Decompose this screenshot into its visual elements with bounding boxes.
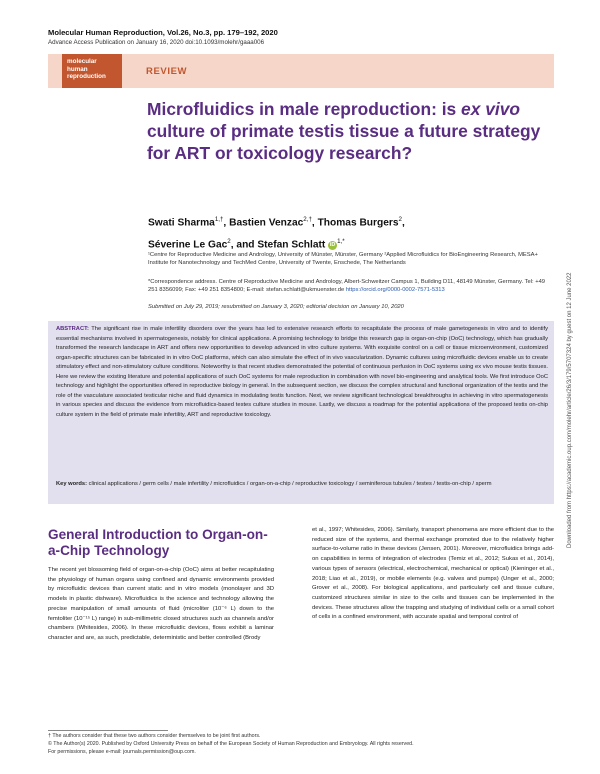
author-list: Swati Sharma$^{1,\dagger}$, Bastien Venzac$^{2,\dagger}$, Thomas Burgers$^2$, Séverine Le Gac$^2$, and Stefan Schlatt iD $^{1,*}$: [148, 216, 405, 251]
abstract-body: The significant rise in male infertility disorders over the years has led to extensive research efforts to recapitulate the process of male gametogenesis in vitro and to identify essential mechanisms involved in spermatogenesis, notably for clinical applications. A promising technology to bridge this research gap is organ-on-chip (OoC) technology, which has gradually transformed the research landscape in ART and offers new opportunities to develop advanced in vitro culture systems. With exquisite control on a cell or tissue microenvironment, customized organ-specific structures can be fabricated in in vitro OoC platforms, which can also simulate the effect of in vivo vascularization. Dynamic cultures using microfluidic devices enable us to create stimulatory effect and non-stimulatory culture conditions. Noteworthy is that recent studies demonstrated the potential of continuous perfusion in OoC systems using ex vivo mouse testis tissues. Here we review the existing literature and potential applications of such OoC systems for male reproduction in combination with novel bio-engineering and analytical tools. We first introduce OoC technology and highlight the opportunities offered in reproductive biology in general. In the subsequent section, we discuss the complex structural and functional organization of the testis and the role of the vasculature associated testicular niche and fluid dynamics in modulating testis function. Next, we review significant technological breakthroughs in achieving in vitro spermatogenesis in various species and discuss the evidence from microfluidics-based testes culture studies in mouse. Lastly, we discuss a roadmap for the potential applications of the proposed testis on-chip culture system in the field of primate male infertility, ART and reproductive toxicology.: [56, 326, 548, 418]
journal-citation: Molecular Human Reproduction, Vol.26, No.3, pp. 179–192, 2020: [48, 28, 278, 37]
orcid-icon[interactable]: iD: [329, 241, 336, 248]
header-band: [48, 54, 554, 88]
title-italic: ex vivo: [461, 99, 521, 119]
logo-line-1: molecular: [67, 58, 97, 65]
title-part-2: culture of primate testis tissue a future strategy for ART or toxicology research?: [147, 121, 541, 163]
footnote-copyright: © The Author(s) 2020. Published by Oxford University Press on behalf of the European Society of Human Reproduction and Embryology. All rights reserved.: [48, 741, 414, 748]
footnote-equal-contribution: † The authors consider that these two authors consider themselves to be joint first authors.: [48, 733, 261, 739]
advance-access-line: Advance Access Publication on January 16, 2020 doi:10.1093/molehr/gaaa006: [48, 39, 265, 46]
section-label: REVIEW: [146, 66, 188, 77]
author-name[interactable]: Thomas Burgers: [317, 217, 399, 229]
footnotes: [48, 732, 554, 757]
body-column-left: The recent yet blossoming field of organ-on-a-chip (OoC) aims at better recapitulating the physiology of human organs using confined and dynamic environments provided by microfluidic devices than current static and in vitro models (monolayer and 3D models in plastic dishware). Microfluidics is the science and technology allowing the precise manipulation of small amounts of fluid (microliter (10⁻⁶ L) down to the femtoliter (10⁻¹⁵ L) range) in sub-millimetric closed structures such as channels and/or chambers (Whitesides, 2006). In these microfluidic devices, flows exhibit a laminar character and are, as such, predictable, deterministic and better controlled (Brody: [48, 567, 274, 641]
affiliations: ¹Centre for Reproductive Medicine and Andrology, University of Münster, Münster, Germany ²Applied Microfluidics for BioEngineering Research, MESA+ Institute for Nanotechnology and TechMed Centre, University of Twente, Enschede, The Netherlands: [148, 252, 538, 266]
author-separator: ,: [311, 217, 318, 229]
article-title: [147, 98, 547, 164]
author-name[interactable]: Séverine Le Gac: [148, 239, 228, 251]
author-sup: 2,†: [303, 216, 312, 223]
keywords: [56, 480, 548, 490]
keywords-list: clinical applications / germ cells / male infertility / microfluidics / organ-on-a-chip / reproductive toxicology / seminiferous tubules / testes / testis-on-chip / sperm: [88, 481, 492, 487]
section-heading: General Introduction to Organ-on-a-Chip Technology: [48, 527, 268, 558]
logo-line-3: reproduction: [67, 73, 106, 81]
journal-logo: [62, 54, 122, 88]
abstract-label: ABSTRACT:: [56, 326, 89, 332]
submission-history: Submitted on July 29, 2019; resubmitted on January 3, 2020; editorial decision on January 10, 2020: [148, 304, 404, 310]
author-name[interactable]: Bastien Venzac: [229, 217, 304, 229]
footnote-permissions: For permissions, please e-mail: journals.permission@oup.com.: [48, 749, 196, 756]
correspondence: [148, 279, 552, 294]
author-sup: 1,†: [214, 216, 224, 223]
title-part-1: Microfluidics in male reproduction: is: [147, 99, 462, 119]
author-and: , and: [230, 239, 258, 251]
download-note: Downloaded from https://academic.oup.com/molehr/article/26/3/179/5707324 by guest on 12 June 2022: [567, 272, 573, 548]
author-name[interactable]: Stefan Schlatt: [257, 239, 326, 251]
correspondence-text: *Correspondence address. Centre of Reproductive Medicine and Andrology, Albert-Schweitzer Campus 1, Building D11, 48149 Münster, Germany. Tel: +49 251 8356099; Fax: +49 251 8354800; E-mail: stefan.schlatt@ukmuenster.de: [148, 279, 546, 293]
keywords-label: Key words:: [56, 481, 87, 487]
orcid-link[interactable]: https://orcid.org/0000-0002-7571-5313: [345, 286, 445, 293]
author-separator: ,: [223, 217, 230, 229]
footnote-divider: [48, 730, 168, 731]
author-sup: 2: [398, 216, 402, 223]
abstract: [56, 325, 548, 420]
logo-line-2: human: [67, 65, 88, 73]
author-name[interactable]: Swati Sharma: [148, 217, 215, 229]
author-sup: 2: [227, 238, 231, 246]
body-column-right: et al., 1997; Whitesides, 2006). Similarly, transport phenomena are more efficient due to the reduced size of the systems, and thermal exchange promoted due to the relatively higher surface-to-volume ratio in these devices (Jensen, 2001). Moreover, microfluidics brings add-on capabilities in terms of integration of electrodes (Temiz et al., 2012; Sukas et al., 2014), various types of sensors (electrical, electrochemical, mechanical or optical) (Kieninger et al., 2018; Liao et al., 2019), or mobile elements (e.g. valves and pumps) (Unger et al., 2000; Grover et al., 2008). For biological applications, and particularly cell and tissue culture, customized structures similar in size to the cells and tissues can be implemented in the devices. These structures allow the trapping and studying of individual cells or a small cohort of cells in a confined environment, with accurate spatial and temporal control of: [312, 527, 554, 621]
author-sup: 1,*: [337, 238, 345, 246]
